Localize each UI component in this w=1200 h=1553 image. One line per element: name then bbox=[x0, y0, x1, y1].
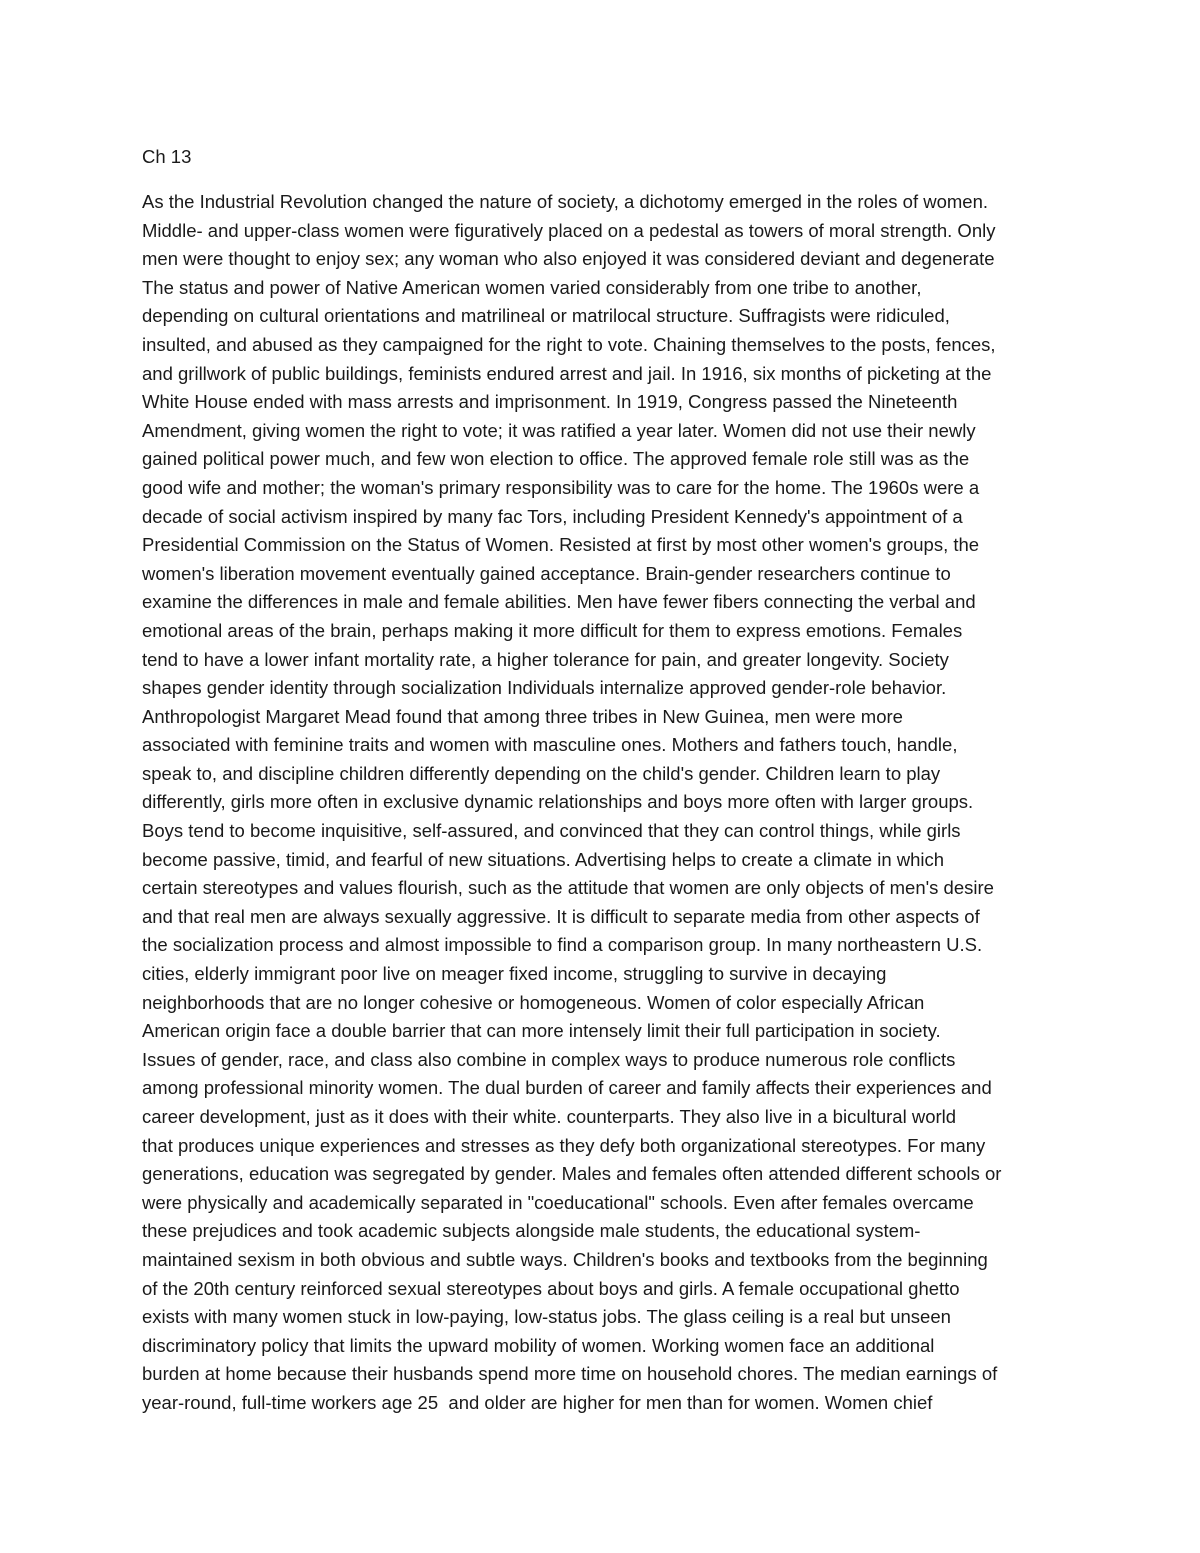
text-line: burden at home because their husbands spend more time on household chores. The median earnings of bbox=[142, 1363, 998, 1385]
text-line: and grillwork of public buildings, feminists endured arrest and jail. In 1916, six months of picketing at the bbox=[142, 362, 992, 384]
text-line: Amendment, giving women the right to vote; it was ratified a year later. Women did not use their newly bbox=[142, 419, 976, 441]
text-line: tend to have a lower infant mortality rate, a higher tolerance for pain, and greater longevity. Society bbox=[142, 648, 949, 670]
text-line: White House ended with mass arrests and imprisonment. In 1919, Congress passed the Nineteenth bbox=[142, 391, 958, 413]
text-line: Anthropologist Margaret Mead found that among three tribes in New Guinea, men were more bbox=[142, 705, 903, 727]
text-line: these prejudices and took academic subjects alongside male students, the educational system- bbox=[142, 1220, 921, 1242]
text-line: speak to, and discipline children differently depending on the child's gender. Children learn to play bbox=[142, 762, 941, 784]
text-line: decade of social activism inspired by many fac Tors, including President Kennedy's appointment of a bbox=[142, 505, 963, 527]
text-line: insulted, and abused as they campaigned for the right to vote. Chaining themselves to the posts, fences, bbox=[142, 333, 996, 355]
text-line: Presidential Commission on the Status of Women. Resisted at first by most other women's groups, the bbox=[142, 534, 980, 556]
text-line: Boys tend to become inquisitive, self-assured, and convinced that they can control things, while girls bbox=[142, 820, 961, 842]
text-line: Middle- and upper-class women were figuratively placed on a pedestal as towers of moral strength. Only bbox=[142, 219, 996, 241]
text-line: year-round, full-time workers age 25 and older are higher for men than for women. Women chief bbox=[142, 1391, 933, 1413]
text-line: career development, just as it does with their white. counterparts. They also live in a bicultural world bbox=[142, 1106, 957, 1127]
text-line: American origin face a double barrier that can more intensely limit their full participation in society. bbox=[142, 1020, 941, 1042]
text-line: cities, elderly immigrant poor live on meager fixed income, struggling to survive in decaying bbox=[142, 963, 887, 985]
text-line: differently, girls more often in exclusive dynamic relationships and boys more often with larger groups. bbox=[142, 791, 974, 813]
body-paragraph bbox=[142, 188, 1072, 1418]
text-line: Issues of gender, race, and class also combine in complex ways to produce numerous role conflicts bbox=[142, 1048, 956, 1070]
text-line: the socialization process and almost impossible to find a comparison group. In many northeastern U.S. bbox=[142, 934, 983, 956]
text-line: gained political power much, and few won election to office. The approved female role still was as the bbox=[142, 448, 970, 470]
text-line: among professional minority women. The dual burden of career and family affects their experiences and bbox=[142, 1077, 992, 1099]
text-line: The status and power of Native American women varied considerably from one tribe to another, bbox=[142, 276, 922, 298]
text-line: women's liberation movement eventually gained acceptance. Brain-gender researchers continue to bbox=[142, 562, 951, 584]
text-line: maintained sexism in both obvious and subtle ways. Children's books and textbooks from the beginning bbox=[142, 1248, 988, 1270]
text-line: emotional areas of the brain, perhaps making it more difficult for them to express emotions. Females bbox=[142, 619, 963, 641]
text-line: and that real men are always sexually aggressive. It is difficult to separate media from other aspects of bbox=[142, 905, 980, 927]
text-line: good wife and mother; the woman's primary responsibility was to care for the home. The 1960s were a bbox=[142, 476, 980, 498]
text-line: examine the differences in male and female abilities. Men have fewer fibers connecting the verbal and bbox=[142, 591, 976, 613]
document-body bbox=[142, 142, 1072, 1418]
text-line: that produces unique experiences and stresses as they defy both organizational stereotypes. For many bbox=[142, 1134, 986, 1156]
text-line: generations, education was segregated by gender. Males and females often attended different schools or bbox=[142, 1163, 1002, 1185]
text-line: were physically and academically separated in "coeducational" schools. Even after females overcame bbox=[142, 1191, 974, 1213]
text-line: become passive, timid, and fearful of new situations. Advertising helps to create a climate in which bbox=[142, 848, 945, 870]
text-line: of the 20th century reinforced sexual stereotypes about boys and girls. A female occupational ghetto bbox=[142, 1277, 960, 1299]
text-line: depending on cultural orientations and matrilineal or matrilocal structure. Suffragists were ridiculed, bbox=[142, 305, 950, 327]
text-line: certain stereotypes and values flourish, such as the attitude that women are only objects of men's desire bbox=[142, 877, 994, 899]
text-line: associated with feminine traits and women with masculine ones. Mothers and fathers touch, handle, bbox=[142, 734, 958, 756]
text-line: As the Industrial Revolution changed the nature of society, a dichotomy emerged in the roles of women. bbox=[142, 191, 988, 212]
text-line: discriminatory policy that limits the upward mobility of women. Working women face an additional bbox=[142, 1334, 935, 1356]
chapter-heading: Ch 13 bbox=[142, 146, 192, 167]
text-line: shapes gender identity through socialization Individuals internalize approved gender-role behavior. bbox=[142, 677, 947, 699]
text-line: neighborhoods that are no longer cohesive or homogeneous. Women of color especially African bbox=[142, 991, 925, 1013]
text-line: men were thought to enjoy sex; any woman who also enjoyed it was considered deviant and degenerate bbox=[142, 248, 995, 270]
text-line: exists with many women stuck in low-paying, low-status jobs. The glass ceiling is a real but unseen bbox=[142, 1306, 951, 1328]
